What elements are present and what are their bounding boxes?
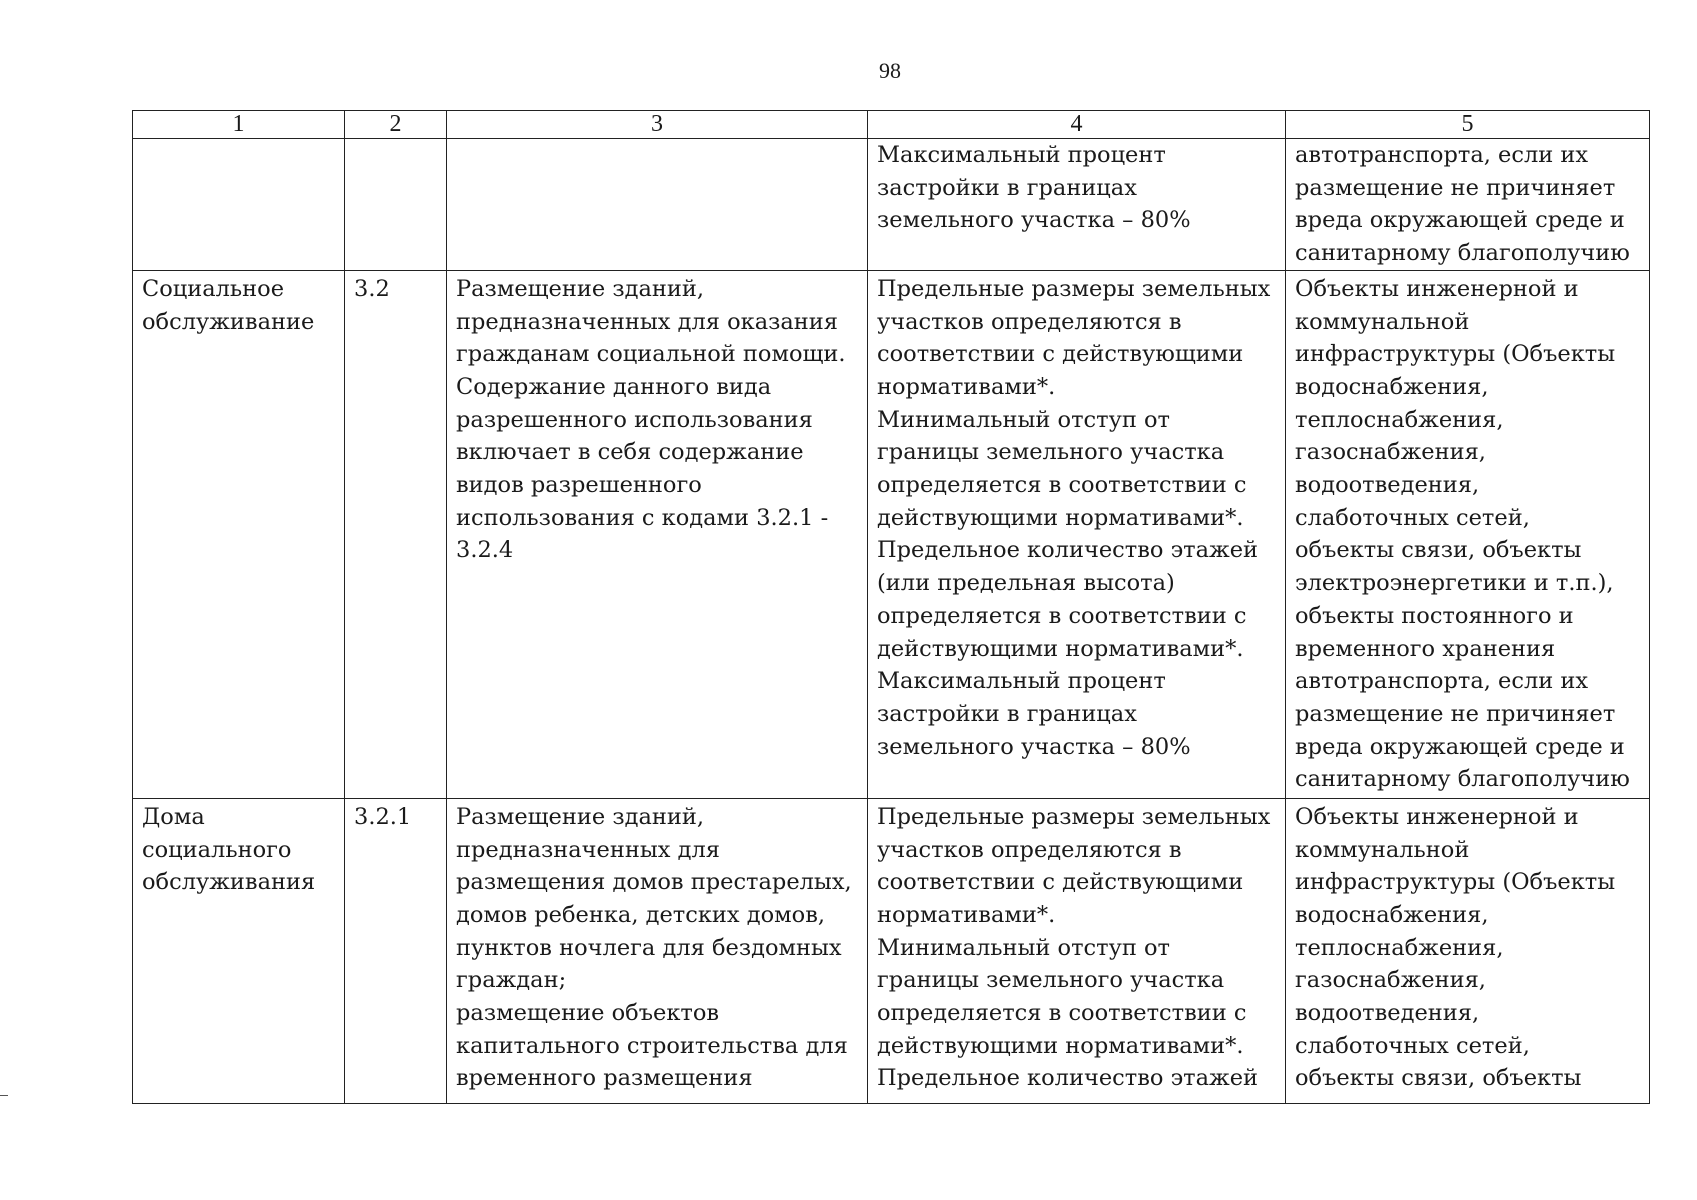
parameters-cell: Предельные размеры земельных участков определяются в соответствии с действующими нормативами*. Минимальный отступ от границы земельного участка определяется в соответствии с действующими нормативами*. Предельное количество этажей (или предельная высота) определяется в соответствии с действующими нормативами*. Максимальный процент застройки в границах земельного участка – 80% bbox=[868, 270, 1286, 798]
use-name-cell: Дома социального обслуживания bbox=[133, 798, 345, 1103]
table-header-row bbox=[133, 111, 1650, 139]
column-number-4: 4 bbox=[868, 111, 1286, 139]
page-number: 98 bbox=[879, 58, 901, 83]
column-number-3: 3 bbox=[447, 111, 868, 139]
use-code-cell bbox=[345, 139, 447, 271]
land-use-table bbox=[132, 110, 1650, 1104]
parameters-cell: Максимальный процент застройки в границах земельного участка – 80% bbox=[868, 139, 1286, 271]
column-number-1: 1 bbox=[133, 111, 345, 139]
column-number-2: 2 bbox=[345, 111, 447, 139]
auxiliary-uses-cell: Объекты инженерной и коммунальной инфраструктуры (Объекты водоснабжения, теплоснабжения, газоснабжения, водоотведения, слаботочных сетей, объекты связи, объекты bbox=[1286, 798, 1650, 1103]
use-description-cell bbox=[447, 139, 868, 271]
use-description-cell: Размещение зданий, предназначенных для оказания гражданам социальной помощи. Содержание данного вида разрешенного использования включает в себя содержание видов разрешенного использования с кодами 3.2.1 - 3.2.4 bbox=[447, 270, 868, 798]
scan-edge-mark bbox=[0, 1095, 8, 1096]
use-name-cell bbox=[133, 139, 345, 271]
auxiliary-uses-cell: Объекты инженерной и коммунальной инфраструктуры (Объекты водоснабжения, теплоснабжения, газоснабжения, водоотведения, слаботочных сетей, объекты связи, объекты электроэнергетики и т.п.), объекты постоянного и временного хранения автотранспорта, если их размещение не причиняет вреда окружающей среде и санитарному благополучию bbox=[1286, 270, 1650, 798]
table-row bbox=[133, 270, 1650, 798]
use-description-cell: Размещение зданий, предназначенных для размещения домов престарелых, домов ребенка, детских домов, пунктов ночлега для бездомных граждан; размещение объектов капитального строительства для временного размещения bbox=[447, 798, 868, 1103]
table-row bbox=[133, 139, 1650, 271]
table-row bbox=[133, 798, 1650, 1103]
use-name-cell: Социальное обслуживание bbox=[133, 270, 345, 798]
auxiliary-uses-cell: автотранспорта, если их размещение не причиняет вреда окружающей среде и санитарному благополучию bbox=[1286, 139, 1650, 271]
use-code-cell: 3.2.1 bbox=[345, 798, 447, 1103]
use-code-cell: 3.2 bbox=[345, 270, 447, 798]
parameters-cell: Предельные размеры земельных участков определяются в соответствии с действующими нормативами*. Минимальный отступ от границы земельного участка определяется в соответствии с действующими нормативами*. Предельное количество этажей bbox=[868, 798, 1286, 1103]
column-number-5: 5 bbox=[1286, 111, 1650, 139]
